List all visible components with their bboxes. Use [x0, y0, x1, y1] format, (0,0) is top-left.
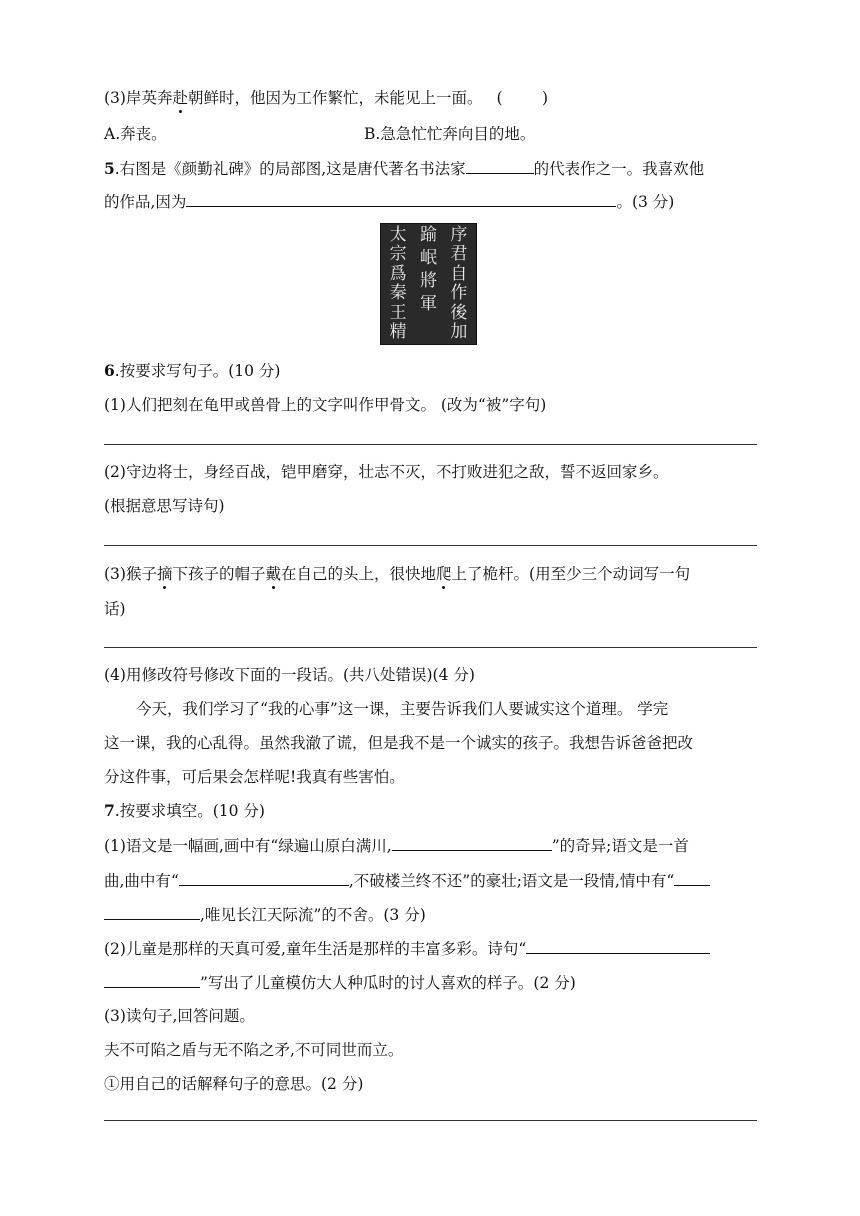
calligraphy-char: 宗	[389, 244, 407, 265]
q6-3-dotted-verb-3: 爬	[436, 565, 452, 583]
q6-1-text: (1)人们把刻在龟甲或兽骨上的文字叫作甲骨文。 (改为“被”字句)	[104, 396, 547, 414]
paragraph-text: 分这件事，可后果会怎样呢!我真有些害怕。	[104, 768, 405, 786]
calligraphy-char: 加	[450, 321, 468, 342]
q7-1-text-e: ,唯见长江天际流”的不舍。(3 分)	[200, 906, 426, 924]
q6-number: 6	[104, 361, 115, 380]
q6-2-answer-line[interactable]	[104, 545, 757, 546]
q7-3-text: (3)读句子,回答问题。	[104, 1007, 255, 1025]
q7-1-blank-2[interactable]	[179, 869, 349, 886]
q6-2-instruction-text: (根据意思写诗句)	[104, 497, 225, 515]
q7-1-text-c: 曲,曲中有“	[104, 872, 179, 890]
calligraphy-char: 將	[419, 271, 437, 291]
calligraphy-char: 軍	[419, 294, 437, 314]
calligraphy-char: 踰	[419, 225, 437, 245]
calligraphy-char: 後	[450, 302, 468, 323]
q6-3-question	[104, 563, 690, 585]
q6-3-dotted-verb-1: 摘	[156, 565, 173, 583]
q7-2-text-a: (2)儿童是那样的天真可爱,童年生活是那样的丰富多彩。诗句“	[104, 940, 527, 958]
q6-title-text: .按要求写句子。(10 分)	[114, 362, 281, 380]
q5-text-a: .右图是《颜勤礼碑》的局部图,这是唐代著名书法家	[114, 160, 466, 178]
q6-title	[104, 360, 280, 382]
q7-number: 7	[104, 801, 115, 820]
q4-3-text-b: 朝鲜时，他因为工作繁忙，未能见上一面。	[187, 89, 483, 107]
q4-3-text-a: (3)岸英奔	[104, 89, 173, 107]
calligraphy-char: 王	[389, 302, 407, 323]
q5-line-1	[104, 157, 704, 180]
q6-3-text-d: 上了桅杆。(用至少三个动词写一句	[451, 565, 691, 583]
q6-3-text-c: 在自己的头上，很快地	[281, 565, 437, 583]
q6-4-paragraph-line-2	[104, 732, 693, 754]
q7-1-blank-1[interactable]	[392, 834, 552, 851]
q6-4-paragraph-line-3	[104, 766, 405, 788]
q7-1-line-2	[104, 869, 710, 892]
q7-title	[104, 800, 265, 822]
q7-2-line-2	[104, 971, 576, 994]
q4-3-dotted-char: 赴	[172, 89, 188, 107]
q6-1-answer-line[interactable]	[104, 444, 757, 445]
q7-3-1-answer-line[interactable]	[104, 1120, 757, 1121]
q6-3-text-b: 下孩子的帽子	[172, 565, 266, 583]
q7-2-text-b: ”写出了儿童模仿大人种瓜时的讨人喜欢的样子。(2 分)	[200, 974, 576, 992]
q6-3-text-a: (3)猴子	[104, 565, 157, 583]
q7-2-line-1	[104, 937, 710, 960]
calligraphy-char: 自	[450, 263, 468, 284]
q6-4-question	[104, 664, 475, 686]
q7-1-text-a: (1)语文是一幅画,画中有“绿遍山原白满川,	[104, 837, 392, 855]
q7-1-blank-3-cont[interactable]	[104, 903, 200, 920]
calligraphy-char: 爲	[389, 263, 407, 284]
q7-1-line-1	[104, 834, 689, 857]
q7-3-1-question	[104, 1073, 363, 1095]
q6-3-answer-line[interactable]	[104, 647, 757, 648]
q7-3-1-text: ①用自己的话解释句子的意思。(2 分)	[104, 1075, 364, 1093]
q6-2-instruction	[104, 495, 225, 517]
option-b-label: B.急急忙忙奔向目的地。	[364, 125, 536, 143]
q7-3-question	[104, 1005, 255, 1027]
q6-2-text: (2)守边将士，身经百战，铠甲磨穿，壮志不灭，不打败进犯之敌，誓不返回家乡。	[104, 463, 669, 481]
paragraph-text: 今天，我们学习了“我的心事”这一课，主要告诉我们人要诚实这个道理。 学完	[136, 700, 669, 718]
calligraphy-char: 作	[450, 283, 468, 304]
q7-1-text-d: ,不破楼兰终不还”的豪壮;语文是一段情,情中有“	[348, 872, 675, 890]
q7-2-blank-1[interactable]	[526, 937, 710, 954]
q5-blank-reason[interactable]	[186, 190, 616, 207]
q4-3-option-b[interactable]	[364, 123, 535, 145]
q7-2-blank-2[interactable]	[104, 971, 200, 988]
calligraphy-char: 太	[389, 225, 407, 245]
calligraphy-column-2	[417, 226, 439, 342]
calligraphy-char: 秦	[389, 283, 407, 304]
q6-3-text-e: 话)	[104, 600, 126, 618]
q5-text-c: 的作品,因为	[104, 193, 187, 211]
calligraphy-column-3	[387, 226, 409, 342]
q6-4-paragraph-line-1	[136, 698, 668, 720]
calligraphy-char: 君	[450, 244, 468, 265]
q7-3-quote-text: 夫不可陷之盾与无不陷之矛,不可同世而立。	[104, 1041, 404, 1059]
q6-3-question-cont	[104, 598, 126, 620]
q5-line-2	[104, 190, 674, 213]
option-a-label: A.奔丧。	[104, 125, 167, 143]
q6-4-text: (4)用修改符号修改下面的一段话。(共八处错误)(4 分)	[104, 666, 475, 684]
q4-3-question	[104, 87, 548, 109]
calligraphy-char: 序	[450, 225, 468, 245]
q7-1-text-b: ”的奇异;语文是一首	[551, 837, 689, 855]
calligraphy-char: 岷	[419, 248, 437, 268]
q5-blank-calligrapher[interactable]	[466, 157, 534, 174]
q5-score: 。(3 分)	[616, 193, 675, 211]
q7-1-blank-3[interactable]	[674, 869, 710, 886]
calligraphy-column-1	[448, 226, 470, 342]
q6-1-question	[104, 394, 546, 416]
q5-number: 5	[104, 159, 115, 178]
calligraphy-char: 精	[389, 321, 407, 342]
paragraph-text: 这一课，我的心乱得。虽然我澈了谎，但是我不是一个诚实的孩子。我想告诉爸爸把改	[104, 734, 694, 752]
q6-2-question	[104, 461, 668, 483]
q4-3-answer-paren[interactable]: ( )	[496, 89, 549, 107]
q7-3-quote	[104, 1039, 403, 1061]
calligraphy-image	[380, 223, 477, 345]
q7-title-text: .按要求填空。(10 分)	[114, 802, 265, 820]
q5-text-b: 的代表作之一。我喜欢他	[533, 160, 705, 178]
q7-1-line-3	[104, 903, 426, 926]
q6-3-dotted-verb-2: 戴	[265, 565, 282, 583]
q4-3-option-a[interactable]	[104, 123, 167, 145]
